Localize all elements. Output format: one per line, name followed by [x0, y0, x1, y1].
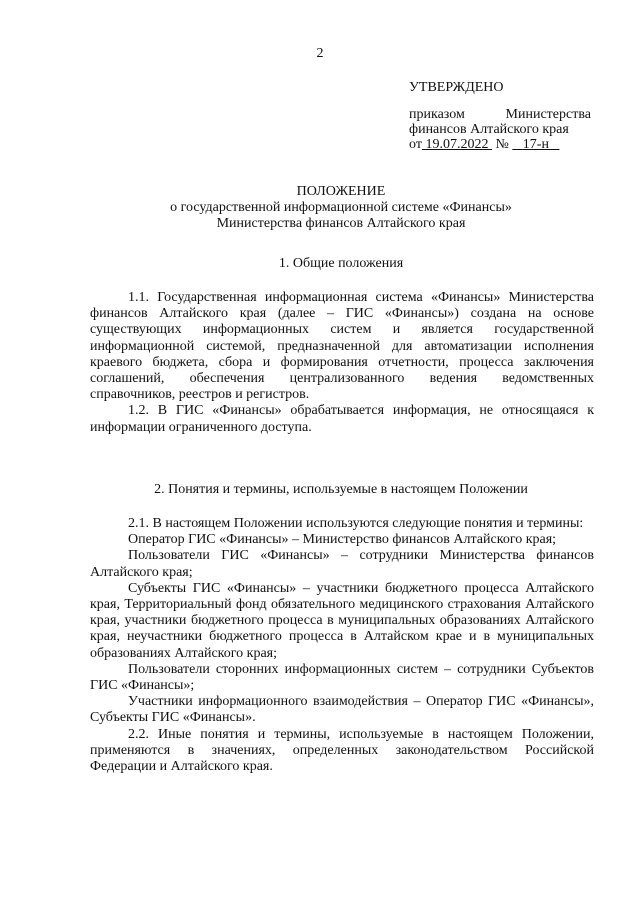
page-number: 2 [316, 46, 324, 61]
approval-date-prefix: от [409, 137, 422, 152]
approval-stamp [409, 80, 591, 152]
approval-date-line [409, 137, 591, 152]
definition-subjects: Субъекты ГИС «Финансы» – участники бюджетного процесса Алтайского края, Территориальный фонд обязательного медицинского страхования Алтайского края, участники бюджетного процесса в муниципальных образованиях Алтайского края, неучастники бюджетного процесса в Алтайском крае и в муниципальных образованиях Алтайского края; [90, 580, 594, 661]
paragraph-2-2: 2.2. Иные понятия и термины, используемые в настоящем Положении, применяются в значениях, определенных законодательством Российской Федерации и Алтайского края. [90, 726, 594, 775]
approval-ministry-word: Министерства [505, 107, 591, 122]
section-1-heading: 1. Общие положения [278, 256, 404, 271]
paragraph-2-1: 2.1. В настоящем Положении используются следующие понятия и термины: [128, 516, 584, 531]
definition-operator: Оператор ГИС «Финансы» – Министерство финансов Алтайского края; [128, 532, 557, 548]
approval-title: УТВЕРЖДЕНО [409, 80, 504, 95]
paragraph-1-1: 1.1. Государственная информационная система «Финансы» Министерства финансов Алтайского края (далее – ГИС «Финансы») создана на основе существующих информационных систем и является государственной информационной системой, предназначенной для автоматизации исполнения краевого бюджета, сбора и формирования отчетности, процесса заключения соглашений, обеспечения централизованного ведения ведомственных справочников, реестров и регистров. [90, 290, 594, 403]
paragraph-1-2: 1.2. В ГИС «Финансы» обрабатывается информация, не относящаяся к информации ограниченного доступа. [90, 403, 594, 435]
approval-date: 19.07.2022 [425, 137, 489, 152]
approval-number-sign: № [495, 137, 509, 152]
document-title-ministry: Министерства финансов Алтайского края [216, 216, 466, 231]
definition-external-users: Пользователи сторонних информационных систем – сотрудники Субъектов ГИС «Финансы»; [90, 661, 594, 694]
definition-users: Пользователи ГИС «Финансы» – сотрудники Министерства финансов Алтайского края; [90, 548, 594, 580]
definition-participants: Участники информационного взаимодействия – Оператор ГИС «Финансы», Субъекты ГИС «Финансы». [90, 694, 594, 726]
approval-number: 17-н [522, 137, 549, 152]
section-2-heading: 2. Понятия и термины, используемые в настоящем Положении [154, 482, 528, 497]
approval-ministry-line: финансов Алтайского края [409, 122, 569, 137]
approval-order-word: приказом [409, 107, 465, 122]
approval-order-line [409, 107, 591, 122]
section-1-body [90, 290, 594, 436]
document-title-subject: о государственной информационной системе «Финансы» [170, 200, 512, 215]
document-title [0, 184, 640, 232]
section-2-body [90, 516, 594, 775]
document-title-main: ПОЛОЖЕНИЕ [296, 184, 386, 199]
